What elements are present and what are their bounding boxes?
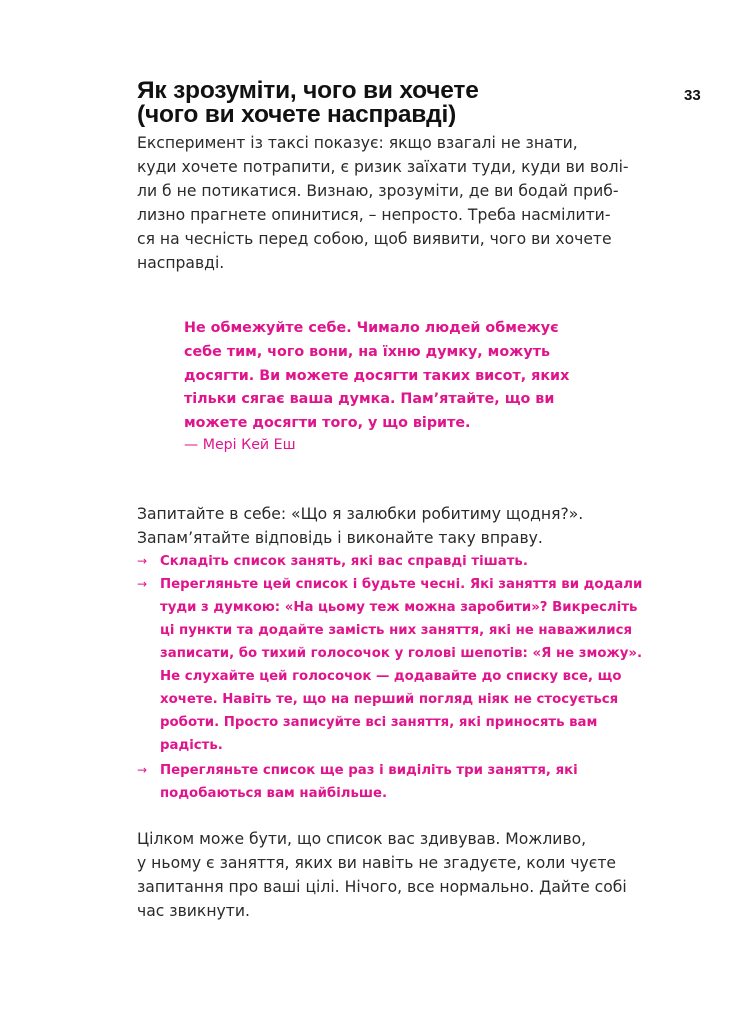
list-item-line: записати, бо тихий голосочок у голові шепотів: «Я не зможу». [160, 646, 643, 661]
quote-line: можете досягти того, у що вірите. [184, 415, 471, 431]
arrow-bullet-icon: → [137, 763, 148, 777]
arrow-bullet-icon: → [137, 554, 148, 568]
heading-line: Як зрозуміти, чого ви хочете [137, 77, 479, 104]
closing-line: у ньому є заняття, яких ви навіть не згадуєте, коли чуєте [137, 854, 617, 872]
heading-line: (чого ви хочете насправді) [137, 101, 457, 128]
closing-line: Цілком може бути, що список вас здивував. Можливо, [137, 830, 587, 848]
list-item-line: туди з думкою: «На цьому теж можна заробити»? Викресліть [160, 600, 638, 615]
intro-line: ли б не потикатися. Визнаю, зрозуміти, де ви бодай приб- [137, 182, 619, 200]
quote-line: тільки сягає ваша думка. Пам’ятайте, що ви [184, 391, 555, 407]
list-item-line: Не слухайте цей голосочок — додавайте до списку все, що [160, 669, 622, 684]
quote-author: — Мері Кей Еш [184, 437, 296, 453]
arrow-bullet-icon: → [137, 577, 148, 591]
exercise-intro-line: Запам’ятайте відповідь і виконайте таку вправу. [137, 529, 543, 547]
list-item-line: подобаються вам найбільше. [160, 786, 388, 801]
closing-line: час звикнути. [137, 902, 250, 920]
intro-line: насправді. [137, 254, 225, 272]
list-item-line: радість. [160, 738, 223, 753]
list-item-line: Перегляньте цей список і будьте чесні. Які заняття ви додали [160, 577, 643, 592]
quote-line: себе тим, чого вони, на їхню думку, можуть [184, 344, 551, 360]
quote-line: Не обмежуйте себе. Чимало людей обмежує [184, 320, 559, 336]
intro-line: Експеримент із таксі показує: якщо взагалі не знати, [137, 134, 578, 152]
page-number: 33 [684, 87, 701, 104]
list-item-line: Перегляньте список ще раз і виділіть три заняття, які [160, 763, 578, 778]
intro-line: куди хочете потрапити, є ризик заїхати туди, куди ви волі- [137, 158, 629, 176]
intro-line: ся на чесність перед собою, щоб виявити, чого ви хочете [137, 230, 612, 248]
list-item-line: ці пункти та додайте замість них заняття, які не наважилися [160, 623, 633, 638]
list-item-line: роботи. Просто записуйте всі заняття, які приносять вам [160, 715, 598, 730]
exercise-intro-line: Запитайте в себе: «Що я залюбки робитиму щодня?». [137, 505, 584, 523]
section-heading [137, 79, 479, 127]
intro-line: лизно прагнете опинитися, – непросто. Треба насмілити- [137, 206, 611, 224]
closing-line: запитання про ваші цілі. Нічого, все нормально. Дайте собі [137, 878, 627, 896]
list-item-line: Складіть список занять, які вас справді тішать. [160, 554, 528, 569]
list-item-line: хочете. Навіть те, що на перший погляд ніяк не стосується [160, 692, 619, 707]
quote-line: досягти. Ви можете досягти таких висот, яких [184, 368, 570, 384]
